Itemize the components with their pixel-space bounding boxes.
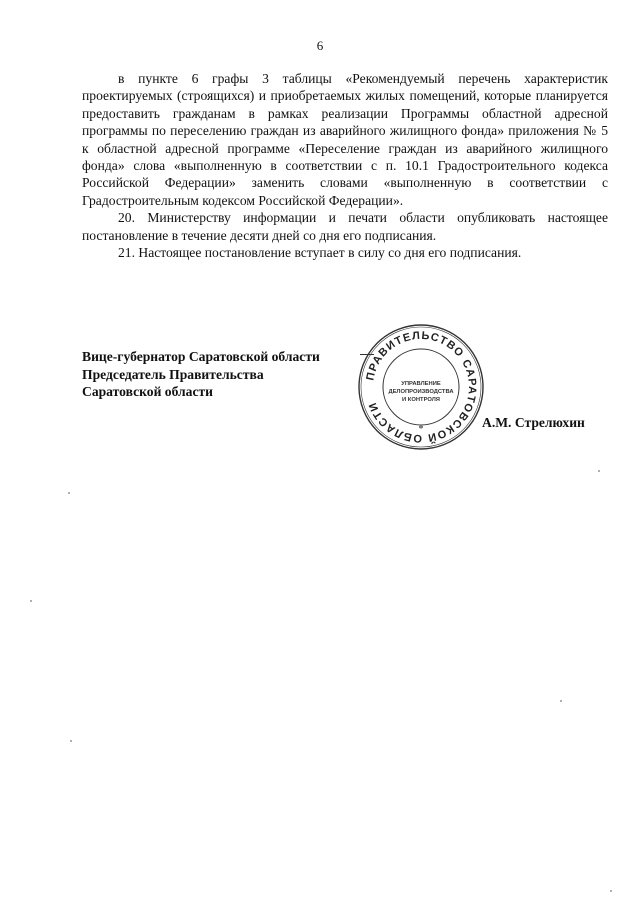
page-number: 6 bbox=[316, 38, 324, 53]
position-line-1: Вице-губернатор Саратовской области bbox=[82, 349, 320, 364]
scan-speck bbox=[68, 492, 70, 494]
signatory-position bbox=[82, 348, 320, 401]
paragraph-20: 20. Министерству информации и печати области опубликовать настоящее постановление в течение десяти дней со дня его подписания. bbox=[82, 210, 608, 243]
official-seal bbox=[356, 322, 486, 452]
scan-speck bbox=[70, 740, 72, 742]
scan-speck bbox=[598, 470, 600, 472]
seal-center bbox=[388, 380, 454, 404]
seal-inner-line-1: УПРАВЛЕНИЕ bbox=[401, 381, 441, 387]
seal-inner-line-3: И КОНТРОЛЯ bbox=[402, 397, 440, 403]
seal-star: * bbox=[418, 424, 424, 435]
seal-ring-text: ПРАВИТЕЛЬСТВО САРАТОВСКОЙ ОБЛАСТИ bbox=[364, 329, 479, 445]
scan-speck bbox=[560, 700, 562, 702]
scan-speck bbox=[610, 890, 612, 892]
paragraph-21: 21. Настоящее постановление вступает в силу со дня его подписания. bbox=[118, 245, 522, 261]
scan-speck bbox=[30, 600, 32, 602]
paragraph-amendment: в пункте 6 графы 3 таблицы «Рекомендуемый перечень характеристик проектируемых (строящихся) и приобретаемых жилых помещений, которые планируется предоставить гражданам в рамках реализации Программы областной адресной программы по переселению граждан из аварийного жилищного фонда» приложения № 5 к областной адресной программе «Переселение граждан из аварийного жилищного фонда» слова «выполненную в соответствии с п. 10.1 Градостроительного кодекса Российской Федерации» заменить словами «выполненную в соответствии с Градостроительным кодексом Российской Федерации». bbox=[82, 71, 608, 208]
position-line-2: Председатель Правительства bbox=[82, 366, 264, 382]
signer-name: А.М. Стрелюхин bbox=[482, 415, 585, 430]
position-line-3: Саратовской области bbox=[82, 384, 214, 399]
document-body bbox=[82, 70, 608, 261]
seal-inner-line-2: ДЕЛОПРОИЗВОДСТВА bbox=[388, 389, 454, 395]
